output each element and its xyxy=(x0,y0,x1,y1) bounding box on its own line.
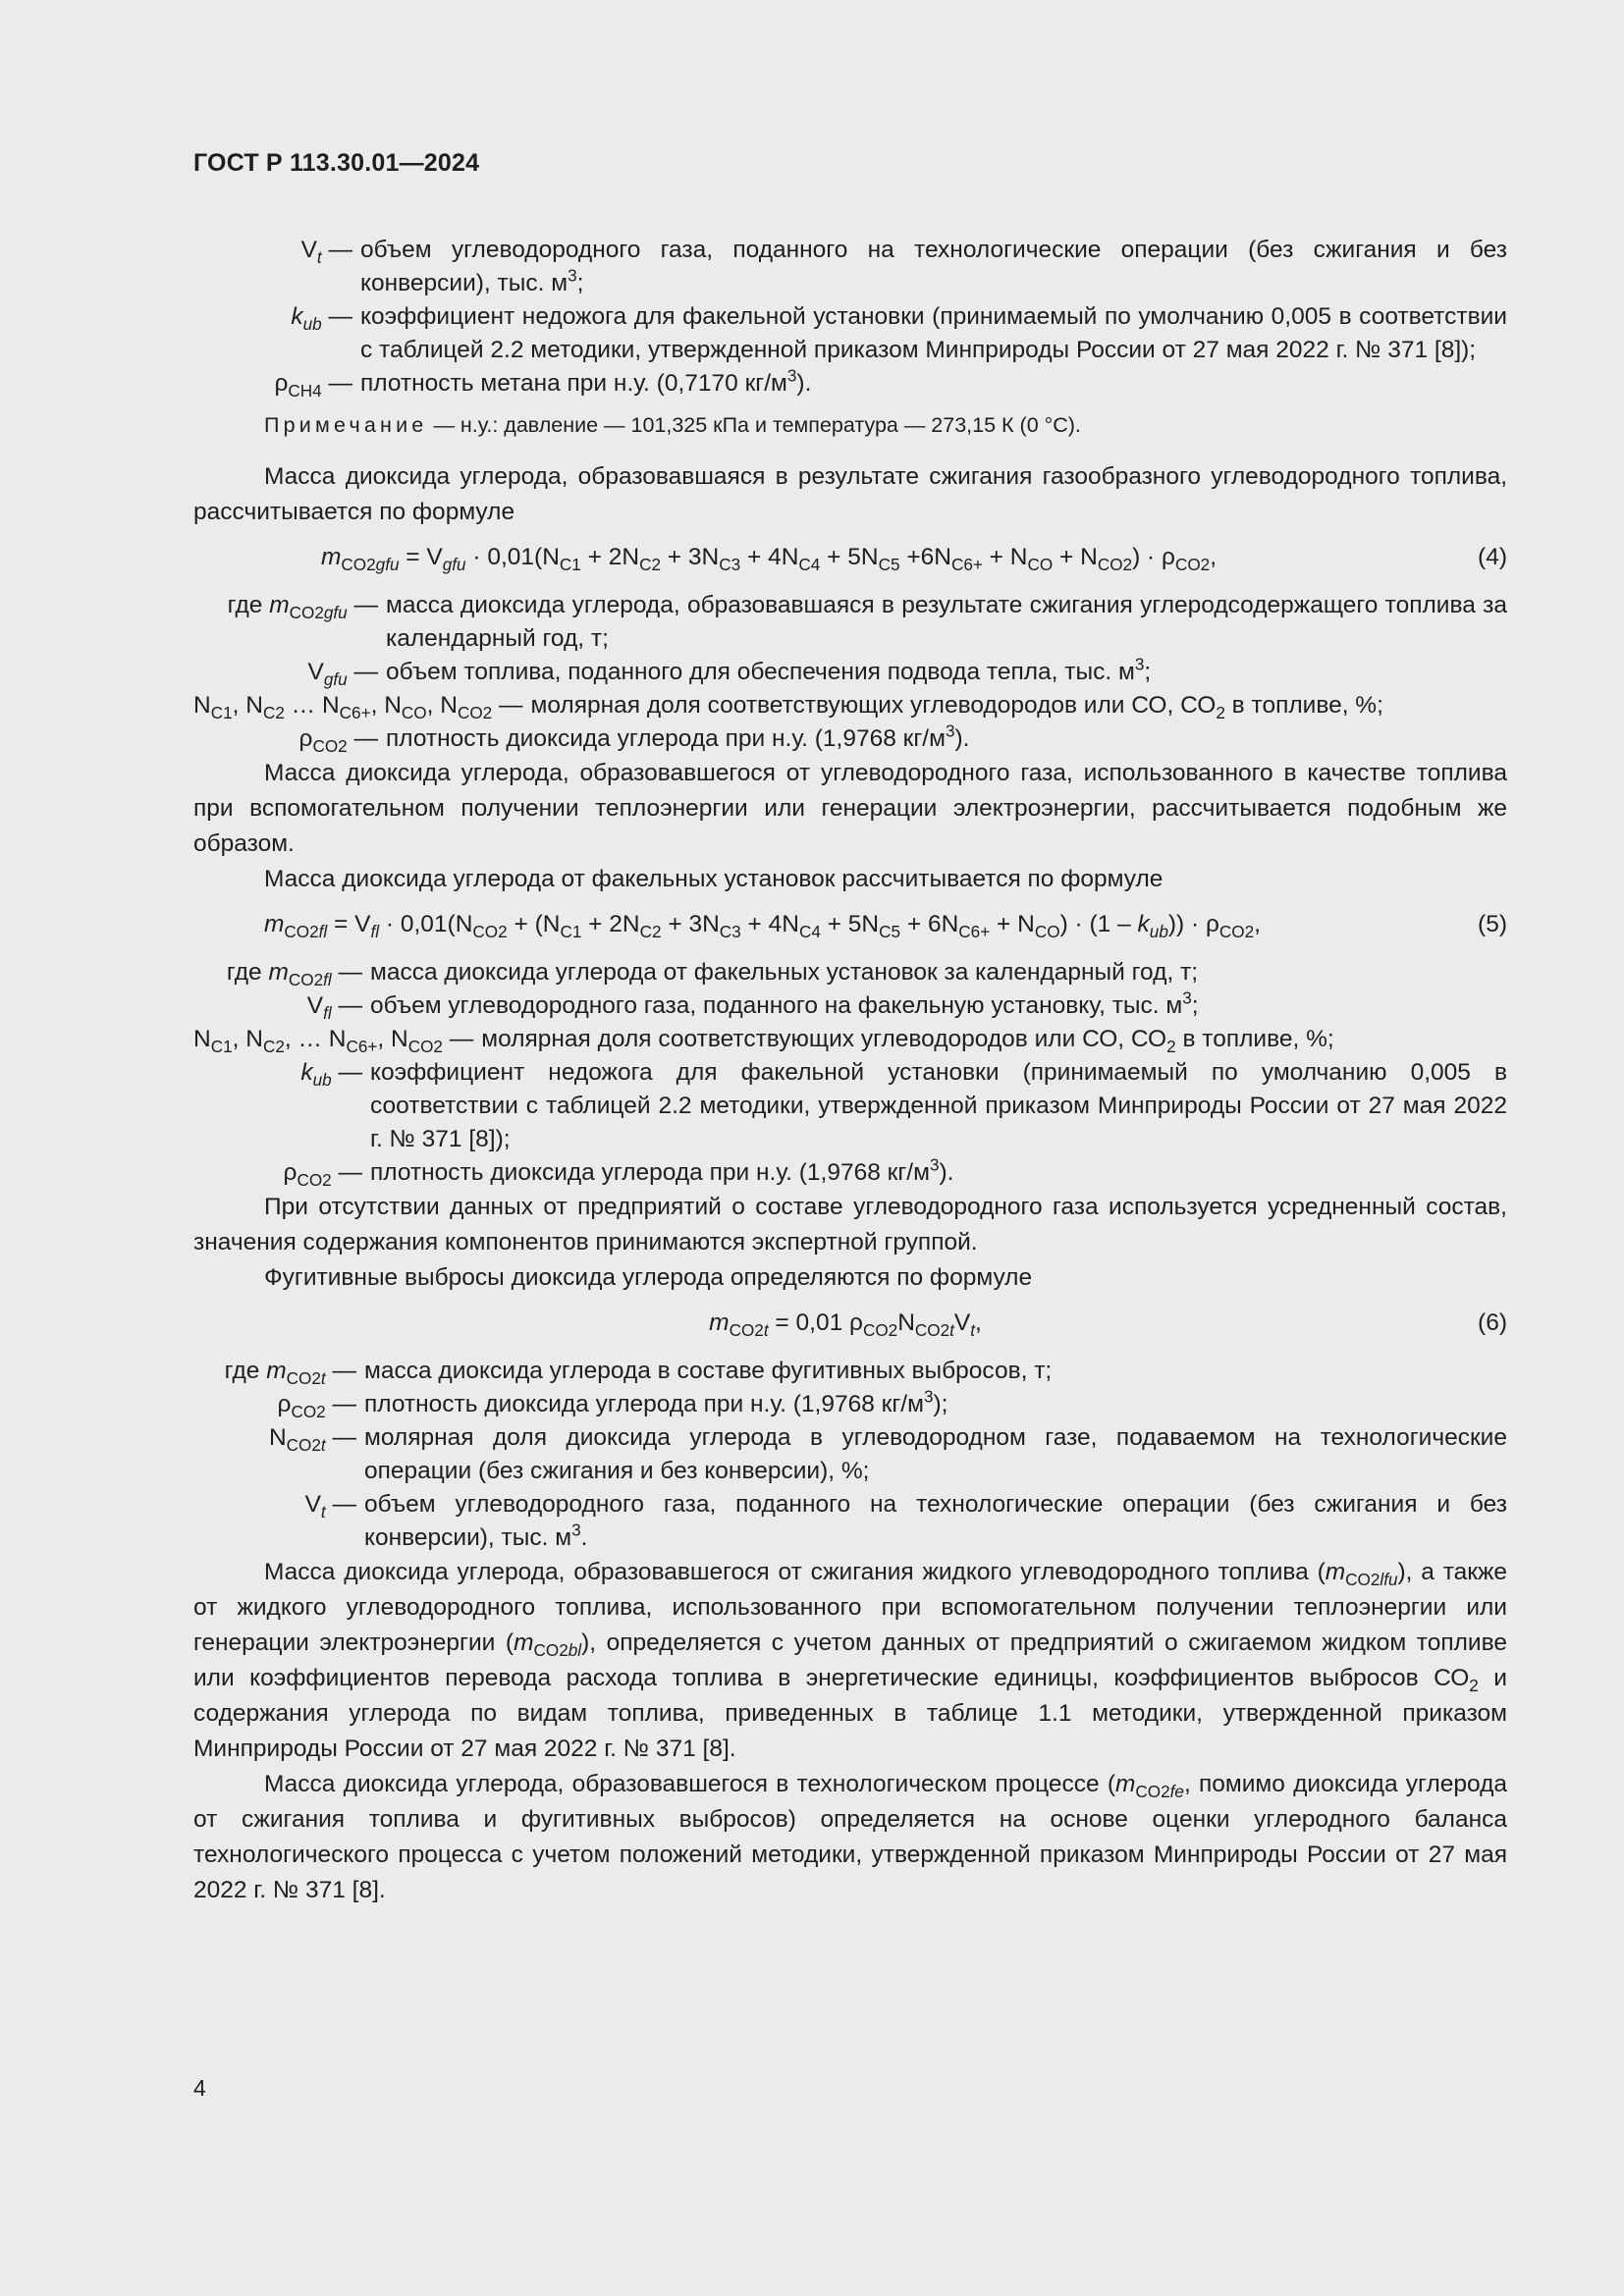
definition-vt: $V_t$ — объем углеводородного газа, поданного на технологические операции (без сжигания и без конверсии), тыс. $м^3$; xyxy=(193,234,1507,300)
definition-kub xyxy=(193,300,1507,367)
definition-text: масса диоксида углерода от факельных установок за календарный год, т; xyxy=(370,959,1199,986)
symbol-mco2fl: где $m_{CO2fl}$ — xyxy=(226,959,362,989)
symbol-rho-co2: $\rho_{CO2}$ — xyxy=(283,1159,362,1190)
paragraph: Фугитивные выбросы диоксида углерода определяются по формуле xyxy=(264,1264,1033,1291)
definition-nco2t xyxy=(193,1421,1507,1488)
definition-text: объем топлива, поданного для обеспечения подвода тепла, тыс. м xyxy=(386,659,1135,685)
definition-text: молярная доля соответствующих углеводородов или СО, СО xyxy=(481,1026,1167,1052)
symbol-rho-co2: $\rho_{CO2}$ — xyxy=(298,725,378,756)
symbol-rho-co2: $\rho_{CO2}$ — xyxy=(277,1391,356,1421)
symbol-n-list-1: $N_{C1}$, $N_{C2}$ … $N_{C6+}$, $N_{CO}$, $N_{CO2}$ — xyxy=(193,692,523,722)
symbol-vfl: $V_{fl}$ — xyxy=(306,992,362,1023)
page-number: 4 xyxy=(193,2075,206,2101)
definition-vgfu: $V_{gfu}$ — объем топлива, поданного для обеспечения подвода тепла, тыс. $м^3$; xyxy=(193,656,1507,689)
formula-6-number: (6) xyxy=(1478,1309,1507,1336)
definition-rho-co2-2: $\rho_{CO2}$ — плотность диоксида углерода при н.у. (1,9768 $кг/м^3$). xyxy=(193,1156,1507,1190)
symbol-mco2gfu: где $m_{CO2gfu}$ — xyxy=(227,592,378,622)
paragraph: Масса диоксида углерода, образовавшегося от сжигания жидкого углеводородного топлива $(m_{CO2lfu})$, а также от жидкого углеводородного топлива, использованного при вспомогательном получении теплоэнергии или генерации электроэнергии $(m_{CO2bl})$, определяется с учетом данных от предприятий о сжигаемом жидком топливе или коэффициентов перевода расхода топлива в энергетические единицы, коэффициентов выбросов $СО_2$ и содержания углерода по видам топлива, приведенных в таблице 1.1 методики, утвержденной приказом Минприроды России от 27 мая 2022 г. № 371 [8]. xyxy=(193,1559,1507,1762)
note-text: — н.у.: давление — 101,325 кПа и температура — 273,15 К (0 °С). xyxy=(433,413,1081,437)
definition-text: объем углеводородного газа, поданного на факельную установку, тыс. м xyxy=(370,992,1183,1019)
note xyxy=(193,408,1507,442)
symbol-vt: $V_t$ — xyxy=(304,1491,356,1522)
paragraph: При отсутствии данных от предприятий о составе углеводородного газа используется усредненный состав, значения содержания компонентов принимаются экспертной группой. xyxy=(193,1194,1507,1255)
symbol-nco2t: $N_{CO2t}$ — xyxy=(268,1424,356,1455)
formula-4-number: (4) xyxy=(1478,544,1507,570)
symbol-mco2t: где $m_{CO2t}$ — xyxy=(224,1358,356,1388)
symbol-kub: $k_{ub}$ — xyxy=(300,1059,362,1090)
definition-text: плотность метана при н.у. (0,7170 кг/м xyxy=(360,370,787,397)
definition-n-list-1: $N_{C1}$, $N_{C2}$ … $N_{C6+}$, $N_{CO}$, $N_{CO2}$ — молярная доля соответствующих углеводородов или СО, $СО_2$ в топливе, %; xyxy=(193,689,1507,722)
definition-n-list-2: $N_{C1}$, $N_{C2}$, … $N_{C6+}$, $N_{CO2}$ — молярная доля соответствующих углеводородов или СО, $СО_2$ в топливе, %; xyxy=(193,1023,1507,1056)
definition-kub-2 xyxy=(193,1056,1507,1156)
paragraph: Масса диоксида углерода, образовавшаяся в результате сжигания газообразного углеводородного топлива, рассчитывается по формуле xyxy=(193,463,1507,525)
definition-vfl: $V_{fl}$ — объем углеводородного газа, поданного на факельную установку, тыс. $м^3$; xyxy=(193,989,1507,1023)
definition-text: плотность диоксида углерода при н.у. (1,9768 кг/м xyxy=(364,1391,924,1417)
symbol-vt: $V_t$ — xyxy=(300,237,352,267)
page-content xyxy=(193,234,1507,1908)
definition-text: коэффициент недожога для факельной установки (принимаемый по умолчанию 0,005 в соответствии с таблицей 2.2 методики, утвержденной приказом Минприроды России от 27 мая 2022 г. № 371 [8]); xyxy=(370,1059,1507,1152)
paragraph: Масса диоксида углерода, образовавшегося от углеводородного газа, использованного в качестве топлива при вспомогательном получении теплоэнергии или генерации электроэнергии, рассчитывается подобным же образом. xyxy=(193,760,1507,857)
definition-text: объем углеводородного газа, поданного на технологические операции (без сжигания и без конверсии), тыс. м xyxy=(364,1491,1507,1551)
formula-5-expression: $m_{CO2fl} = V_{fl} \cdot 0,01(N_{CO2} + (N_{C1} + 2N_{C2} + 3N_{C3} + 4N_{C4} + 5N_{C5} + 6N_{C6+} + N_{CO}) \cdot (1 - k_{ub})) \cdot \rho_{CO2}$, xyxy=(264,911,1261,941)
formula-4 xyxy=(193,538,1507,577)
definition-text: масса диоксида углерода в составе фугитивных выбросов, т; xyxy=(364,1358,1053,1384)
symbol-rho-ch4: $\rho_{CH4}$ — xyxy=(274,370,352,400)
symbol-n-list-2: $N_{C1}$, $N_{C2}$, … $N_{C6+}$, $N_{CO2}$ — xyxy=(193,1026,474,1056)
formula-4-expression: $m_{CO2gfu} = V_{gfu} \cdot 0,01(N_{C1} + 2N_{C2} + 3N_{C3} + 4N_{C4} + 5N_{C5} +6N_{C6+} + N_{CO} + N_{CO2}) \cdot \rho_{CO2}$, xyxy=(321,544,1218,574)
paragraph: Масса диоксида углерода, образовавшегося в технологическом процессе ($m_{CO2fe}$, помимо диоксида углерода от сжигания топлива и фугитивных выбросов) определяется на основе оценки углеродного баланса технологического процесса с учетом положений методики, утвержденной приказом Минприроды России от 27 мая 2022 г. № 371 [8]. xyxy=(193,1771,1508,1903)
definition-rho-co2-1: $\rho_{CO2}$ — плотность диоксида углерода при н.у. (1,9768 $кг/м^3$). xyxy=(193,722,1507,756)
definition-rho-co2-3: $\rho_{CO2}$ — плотность диоксида углерода при н.у. (1,9768 $кг/м^3$); xyxy=(193,1388,1507,1421)
definition-mco2fl xyxy=(193,956,1507,989)
note-label: Примечание xyxy=(264,413,428,437)
definition-text: молярная доля диоксида углерода в углеводородном газе, подаваемом на технологические операции (без сжигания и без конверсии), %; xyxy=(364,1424,1507,1484)
definition-text: плотность диоксида углерода при н.у. (1,9768 кг/м xyxy=(386,725,946,752)
definition-text: объем углеводородного газа, поданного на технологические операции (без сжигания и без конверсии), тыс. м xyxy=(360,237,1507,296)
definition-mco2gfu xyxy=(193,589,1507,656)
page-header: ГОСТ Р 113.30.01—2024 xyxy=(193,149,480,177)
formula-6-expression: $m_{CO2t} = 0,01$ $\rho_{CO2}N_{CO2t}V_t$, xyxy=(709,1309,982,1340)
paragraph: Масса диоксида углерода от факельных установок рассчитывается по формуле xyxy=(264,866,1164,892)
formula-5 xyxy=(193,905,1507,944)
definition-text: молярная доля соответствующих углеводородов или СО, СО xyxy=(530,692,1217,719)
definition-text: плотность диоксида углерода при н.у. (1,9768 кг/м xyxy=(370,1159,930,1186)
definition-text: коэффициент недожога для факельной установки (принимаемый по умолчанию 0,005 в соответствии с таблицей 2.2 методики, утвержденной приказом Минприроды России от 27 мая 2022 г. № 371 [8]); xyxy=(360,303,1507,363)
symbol-vgfu: $V_{gfu}$ — xyxy=(307,659,378,689)
symbol-kub: $k_{ub}$ — xyxy=(291,303,352,334)
definition-vt-2: $V_t$ — объем углеводородного газа, поданного на технологические операции (без сжигания и без конверсии), тыс. $м^3$. xyxy=(193,1488,1507,1555)
formula-6 xyxy=(193,1304,1507,1343)
definition-mco2t xyxy=(193,1355,1507,1388)
definition-text: масса диоксида углерода, образовавшаяся в результате сжигания углеродсодержащего топлива за календарный год, т; xyxy=(386,592,1507,652)
definition-rho-ch4: $\rho_{CH4}$ — плотность метана при н.у. (0,7170 $кг/м^3$). xyxy=(193,367,1507,400)
formula-5-number: (5) xyxy=(1478,911,1507,937)
